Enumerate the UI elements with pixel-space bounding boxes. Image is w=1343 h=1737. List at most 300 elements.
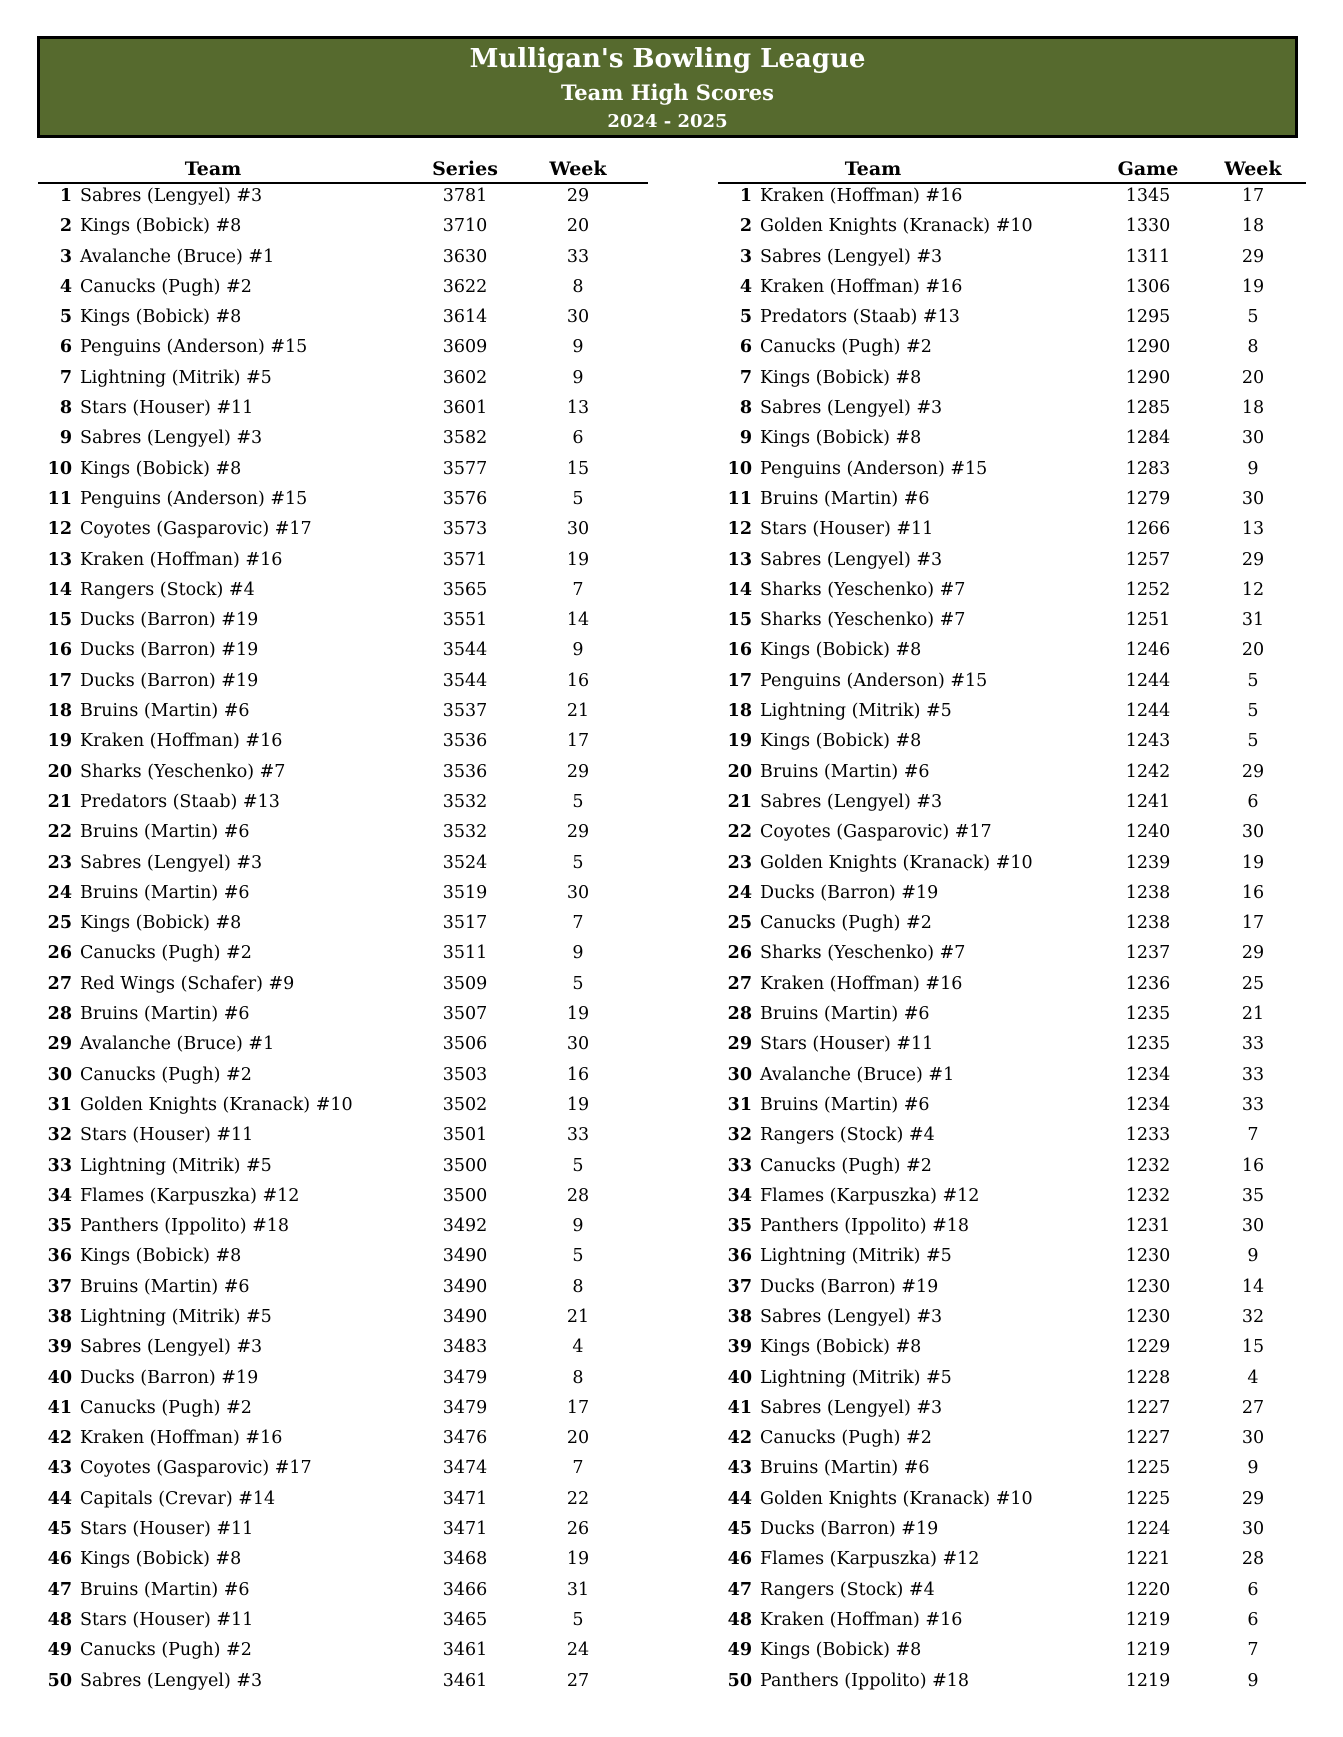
rank-cell: 47 [727, 1579, 752, 1600]
week-cell: 15 [1241, 1337, 1265, 1358]
score-cell: 3602 [442, 367, 488, 388]
team-cell: Avalanche (Bruce) #1 [80, 246, 275, 267]
week-cell: 29 [1241, 943, 1265, 964]
rank-cell: 38 [47, 1306, 72, 1327]
score-cell: 1230 [1125, 1276, 1171, 1297]
rank-cell: 14 [727, 579, 752, 600]
rank-cell: 22 [47, 822, 72, 843]
score-cell: 1345 [1125, 186, 1171, 206]
rank-cell: 37 [727, 1276, 752, 1297]
score-cell: 3532 [442, 791, 488, 812]
team-cell: Golden Knights (Kranack) #10 [760, 852, 1033, 873]
week-cell: 16 [566, 670, 590, 691]
team-cell: Sabres (Lengyel) #3 [760, 1397, 943, 1418]
score-cell: 3710 [442, 216, 488, 237]
team-cell: Canucks (Pugh) #2 [80, 276, 252, 297]
table-row [718, 1547, 1306, 1577]
score-cell: 3468 [442, 1549, 488, 1570]
week-cell: 9 [572, 367, 584, 388]
score-cell: 3506 [442, 1034, 488, 1055]
team-cell: Sharks (Yeschenko) #7 [760, 943, 966, 964]
table-row [38, 669, 648, 699]
week-cell: 17 [566, 1397, 590, 1418]
score-cell: 3571 [442, 549, 488, 570]
table-row [38, 729, 648, 759]
table-row [718, 578, 1306, 608]
table-row [718, 1396, 1306, 1426]
series-table [38, 156, 648, 1699]
table-row [718, 1366, 1306, 1396]
table-row [38, 1669, 648, 1699]
rank-cell: 16 [727, 640, 752, 661]
score-cell: 1227 [1125, 1397, 1171, 1418]
week-cell: 8 [572, 1276, 584, 1297]
score-cell: 3536 [442, 731, 488, 752]
rank-cell: 12 [47, 519, 72, 540]
table-row [38, 699, 648, 729]
team-cell: Kraken (Hoffman) #16 [760, 973, 963, 994]
team-cell: Penguins (Anderson) #15 [760, 670, 988, 691]
rank-cell: 45 [727, 1519, 752, 1540]
rank-cell: 4 [59, 276, 72, 297]
rank-cell: 45 [47, 1519, 72, 1540]
team-cell: Kings (Bobick) #8 [80, 216, 242, 237]
table-row [718, 1032, 1306, 1062]
week-cell: 5 [1247, 307, 1259, 328]
score-cell: 3479 [442, 1397, 488, 1418]
score-cell: 3551 [442, 610, 488, 631]
rank-cell: 2 [59, 216, 72, 237]
team-cell: Panthers (Ippolito) #18 [760, 1216, 970, 1237]
column-header-team: Team [844, 158, 902, 180]
team-cell: Bruins (Martin) #6 [80, 701, 250, 722]
table-row [718, 851, 1306, 881]
rank-cell: 40 [727, 1367, 752, 1388]
week-cell: 7 [572, 1458, 584, 1479]
score-cell: 3519 [442, 882, 488, 903]
week-cell: 20 [566, 1428, 590, 1449]
week-cell: 29 [566, 186, 590, 206]
table-row [718, 396, 1306, 426]
week-cell: 29 [1241, 549, 1265, 570]
score-cell: 3490 [442, 1246, 488, 1267]
team-cell: Bruins (Martin) #6 [760, 1458, 930, 1479]
rank-cell: 40 [47, 1367, 72, 1388]
table-row [718, 1123, 1306, 1153]
rank-cell: 24 [47, 882, 72, 903]
team-cell: Stars (Houser) #11 [80, 1609, 254, 1630]
week-cell: 19 [1241, 852, 1265, 873]
table-row [38, 1032, 648, 1062]
season-label: 2024 - 2025 [607, 111, 728, 132]
team-cell: Coyotes (Gasparovic) #17 [80, 1458, 312, 1479]
score-cell: 3577 [442, 458, 488, 479]
team-cell: Golden Knights (Kranack) #10 [760, 1488, 1033, 1509]
rank-cell: 3 [59, 246, 72, 267]
week-cell: 29 [1241, 246, 1265, 267]
rank-cell: 10 [47, 458, 72, 479]
team-cell: Ducks (Barron) #19 [80, 1367, 259, 1388]
table-row [38, 578, 648, 608]
rank-cell: 7 [59, 367, 72, 388]
score-cell: 3532 [442, 822, 488, 843]
column-header-game: Game [1117, 158, 1179, 180]
score-cell: 3471 [442, 1519, 488, 1540]
week-cell: 30 [566, 307, 590, 328]
table-row [718, 487, 1306, 517]
team-cell: Stars (Houser) #11 [80, 1519, 254, 1540]
week-cell: 5 [572, 1155, 584, 1176]
week-cell: 33 [1241, 1034, 1265, 1055]
week-cell: 29 [566, 761, 590, 782]
table-row [718, 638, 1306, 668]
rank-cell: 18 [47, 701, 72, 722]
rank-cell: 15 [727, 610, 752, 631]
table-row [718, 760, 1306, 790]
week-cell: 16 [566, 1064, 590, 1085]
rank-cell: 34 [47, 1185, 72, 1206]
team-cell: Sharks (Yeschenko) #7 [760, 579, 966, 600]
team-cell: Kings (Bobick) #8 [80, 458, 242, 479]
score-cell: 1257 [1125, 549, 1171, 570]
week-cell: 9 [1247, 1670, 1259, 1691]
score-cell: 1244 [1125, 701, 1171, 722]
week-cell: 20 [566, 216, 590, 237]
score-cell: 3630 [442, 246, 488, 267]
week-cell: 18 [1241, 216, 1265, 237]
rank-cell: 21 [727, 791, 752, 812]
table-row [718, 1305, 1306, 1335]
score-cell: 3500 [442, 1155, 488, 1176]
team-cell: Penguins (Anderson) #15 [80, 337, 308, 358]
week-cell: 24 [566, 1640, 590, 1661]
rank-cell: 41 [727, 1397, 752, 1418]
team-cell: Kings (Bobick) #8 [80, 1246, 242, 1267]
week-cell: 35 [1241, 1185, 1265, 1206]
table-row [718, 1063, 1306, 1093]
team-cell: Sabres (Lengyel) #3 [760, 549, 943, 570]
team-cell: Stars (Houser) #11 [80, 1125, 254, 1146]
table-row [718, 275, 1306, 305]
score-cell: 3474 [442, 1458, 488, 1479]
week-cell: 21 [566, 1306, 590, 1327]
table-row [38, 1214, 648, 1244]
week-cell: 9 [572, 1216, 584, 1237]
score-cell: 3461 [442, 1640, 488, 1661]
rank-cell: 2 [739, 216, 752, 237]
week-cell: 5 [572, 852, 584, 873]
rank-cell: 49 [47, 1640, 72, 1661]
table-row [718, 1456, 1306, 1486]
score-cell: 1246 [1125, 640, 1171, 661]
table-row [38, 1396, 648, 1426]
team-cell: Penguins (Anderson) #15 [80, 488, 308, 509]
team-cell: Sabres (Lengyel) #3 [760, 1306, 943, 1327]
team-cell: Predators (Staab) #13 [760, 307, 960, 328]
rank-cell: 48 [727, 1609, 752, 1630]
table-row [718, 548, 1306, 578]
score-cell: 1240 [1125, 822, 1171, 843]
team-cell: Panthers (Ippolito) #18 [80, 1216, 290, 1237]
table-row [718, 699, 1306, 729]
score-cell: 1225 [1125, 1488, 1171, 1509]
rank-cell: 13 [727, 549, 752, 570]
team-cell: Flames (Karpuszka) #12 [80, 1185, 300, 1206]
rank-cell: 19 [47, 731, 72, 752]
week-cell: 14 [1241, 1276, 1265, 1297]
rank-cell: 30 [47, 1064, 72, 1085]
rank-cell: 3 [739, 246, 752, 267]
team-cell: Red Wings (Schafer) #9 [80, 973, 295, 994]
table-row [718, 1487, 1306, 1517]
team-cell: Kings (Bobick) #8 [80, 307, 242, 328]
score-cell: 3524 [442, 852, 488, 873]
team-cell: Coyotes (Gasparovic) #17 [760, 822, 992, 843]
table-row [38, 335, 648, 365]
score-cell: 3461 [442, 1670, 488, 1691]
week-cell: 30 [1241, 428, 1265, 449]
column-header-week: Week [549, 158, 607, 180]
score-cell: 1235 [1125, 1004, 1171, 1025]
team-cell: Stars (Houser) #11 [80, 398, 254, 419]
rank-cell: 46 [47, 1549, 72, 1570]
table-row [38, 881, 648, 911]
team-cell: Penguins (Anderson) #15 [760, 458, 988, 479]
week-cell: 17 [566, 731, 590, 752]
table-row [38, 548, 648, 578]
game-table-body [718, 184, 1306, 1699]
rank-cell: 43 [47, 1458, 72, 1479]
week-cell: 30 [1241, 822, 1265, 843]
score-cell: 3537 [442, 701, 488, 722]
team-cell: Lightning (Mitrik) #5 [760, 1246, 952, 1267]
table-row [38, 1366, 648, 1396]
score-cell: 1311 [1125, 246, 1171, 267]
score-cell: 3517 [442, 913, 488, 934]
table-row [38, 851, 648, 881]
rank-cell: 44 [727, 1488, 752, 1509]
week-cell: 5 [1247, 701, 1259, 722]
rank-cell: 41 [47, 1397, 72, 1418]
week-cell: 7 [1247, 1125, 1259, 1146]
team-cell: Lightning (Mitrik) #5 [80, 367, 272, 388]
week-cell: 7 [572, 579, 584, 600]
score-cell: 3622 [442, 276, 488, 297]
rank-cell: 32 [727, 1125, 752, 1146]
score-cell: 1306 [1125, 276, 1171, 297]
team-cell: Kings (Bobick) #8 [760, 367, 922, 388]
rank-cell: 17 [727, 670, 752, 691]
league-title: Mulligan's Bowling League [469, 44, 866, 74]
score-cell: 3507 [442, 1004, 488, 1025]
score-cell: 1241 [1125, 791, 1171, 812]
rank-cell: 25 [47, 913, 72, 934]
team-cell: Stars (Houser) #11 [760, 1034, 934, 1055]
team-cell: Bruins (Martin) #6 [80, 1004, 250, 1025]
table-row [718, 1002, 1306, 1032]
table-row [38, 1487, 648, 1517]
score-cell: 3511 [442, 943, 488, 964]
week-cell: 5 [572, 488, 584, 509]
table-row [38, 911, 648, 941]
rank-cell: 28 [47, 1004, 72, 1025]
team-cell: Bruins (Martin) #6 [760, 761, 930, 782]
team-cell: Kraken (Hoffman) #16 [760, 186, 963, 206]
table-row [38, 790, 648, 820]
team-cell: Bruins (Martin) #6 [80, 822, 250, 843]
game-table [718, 156, 1306, 1699]
rank-cell: 23 [47, 852, 72, 873]
week-cell: 33 [566, 1125, 590, 1146]
team-cell: Avalanche (Bruce) #1 [80, 1034, 275, 1055]
table-row [718, 972, 1306, 1002]
table-row [718, 1608, 1306, 1638]
table-row [718, 1275, 1306, 1305]
week-cell: 27 [566, 1670, 590, 1691]
team-cell: Canucks (Pugh) #2 [760, 913, 932, 934]
rank-cell: 37 [47, 1276, 72, 1297]
score-cell: 1252 [1125, 579, 1171, 600]
table-row [38, 1578, 648, 1608]
rank-cell: 26 [727, 943, 752, 964]
rank-cell: 46 [727, 1549, 752, 1570]
rank-cell: 15 [47, 610, 72, 631]
score-cell: 3781 [442, 186, 488, 206]
table-row [38, 972, 648, 1002]
rank-cell: 11 [47, 488, 72, 509]
rank-cell: 33 [727, 1155, 752, 1176]
week-cell: 6 [1247, 1609, 1259, 1630]
score-cell: 1231 [1125, 1216, 1171, 1237]
week-cell: 21 [1241, 1004, 1265, 1025]
score-cell: 1243 [1125, 731, 1171, 752]
team-cell: Lightning (Mitrik) #5 [760, 701, 952, 722]
rank-cell: 5 [59, 307, 72, 328]
team-cell: Coyotes (Gasparovic) #17 [80, 519, 312, 540]
team-cell: Canucks (Pugh) #2 [80, 1640, 252, 1661]
table-row [718, 457, 1306, 487]
rank-cell: 34 [727, 1185, 752, 1206]
team-cell: Kings (Bobick) #8 [760, 640, 922, 661]
week-cell: 5 [572, 1246, 584, 1267]
rank-cell: 8 [59, 398, 72, 419]
score-cell: 1234 [1125, 1064, 1171, 1085]
rank-cell: 22 [727, 822, 752, 843]
score-cell: 1283 [1125, 458, 1171, 479]
score-cell: 3565 [442, 579, 488, 600]
rank-cell: 17 [47, 670, 72, 691]
score-cell: 1230 [1125, 1246, 1171, 1267]
team-cell: Kings (Bobick) #8 [760, 428, 922, 449]
week-cell: 5 [572, 1609, 584, 1630]
score-cell: 1233 [1125, 1125, 1171, 1146]
score-cell: 1230 [1125, 1306, 1171, 1327]
week-cell: 19 [566, 549, 590, 570]
week-cell: 19 [1241, 276, 1265, 297]
rank-cell: 42 [47, 1428, 72, 1449]
score-cell: 1219 [1125, 1609, 1171, 1630]
rank-cell: 39 [727, 1337, 752, 1358]
table-row [38, 1063, 648, 1093]
score-cell: 1227 [1125, 1428, 1171, 1449]
rank-cell: 14 [47, 579, 72, 600]
week-cell: 19 [566, 1094, 590, 1115]
score-cell: 3490 [442, 1306, 488, 1327]
week-cell: 30 [566, 519, 590, 540]
team-cell: Rangers (Stock) #4 [760, 1579, 935, 1600]
week-cell: 7 [572, 913, 584, 934]
score-cell: 3490 [442, 1276, 488, 1297]
team-cell: Rangers (Stock) #4 [80, 579, 255, 600]
team-cell: Bruins (Martin) #6 [760, 1004, 930, 1025]
score-cell: 1251 [1125, 610, 1171, 631]
table-row [718, 1093, 1306, 1123]
rank-cell: 35 [727, 1216, 752, 1237]
week-cell: 18 [1241, 398, 1265, 419]
rank-cell: 29 [727, 1034, 752, 1055]
score-cell: 3466 [442, 1579, 488, 1600]
week-cell: 6 [1247, 791, 1259, 812]
rank-cell: 6 [739, 337, 752, 358]
score-cell: 1290 [1125, 337, 1171, 358]
score-cell: 3601 [442, 398, 488, 419]
rank-cell: 23 [727, 852, 752, 873]
table-row [38, 275, 648, 305]
week-cell: 8 [572, 1367, 584, 1388]
team-cell: Ducks (Barron) #19 [80, 640, 259, 661]
team-cell: Sabres (Lengyel) #3 [80, 1670, 263, 1691]
team-cell: Kings (Bobick) #8 [760, 1640, 922, 1661]
rank-cell: 1 [59, 186, 72, 206]
rank-cell: 44 [47, 1488, 72, 1509]
team-cell: Canucks (Pugh) #2 [760, 1155, 932, 1176]
score-cell: 1237 [1125, 943, 1171, 964]
team-cell: Kings (Bobick) #8 [80, 913, 242, 934]
score-cell: 1239 [1125, 852, 1171, 873]
table-row [38, 1608, 648, 1638]
score-cell: 1238 [1125, 882, 1171, 903]
score-cell: 1219 [1125, 1670, 1171, 1691]
column-header-week: Week [1224, 158, 1282, 180]
team-cell: Sabres (Lengyel) #3 [80, 428, 263, 449]
score-cell: 3544 [442, 670, 488, 691]
score-cell: 3479 [442, 1367, 488, 1388]
week-cell: 28 [566, 1185, 590, 1206]
rank-cell: 27 [727, 973, 752, 994]
table-row [38, 426, 648, 456]
team-cell: Capitals (Crevar) #14 [80, 1488, 276, 1509]
table-row [38, 457, 648, 487]
week-cell: 20 [1241, 640, 1265, 661]
table-row [38, 1244, 648, 1274]
table-row [38, 184, 648, 214]
team-cell: Kings (Bobick) #8 [80, 1549, 242, 1570]
table-row [718, 941, 1306, 971]
table-row [38, 1547, 648, 1577]
week-cell: 30 [1241, 1216, 1265, 1237]
table-row [38, 517, 648, 547]
score-cell: 1236 [1125, 973, 1171, 994]
table-row [718, 245, 1306, 275]
week-cell: 13 [566, 398, 590, 419]
week-cell: 33 [1241, 1094, 1265, 1115]
team-cell: Canucks (Pugh) #2 [80, 1064, 252, 1085]
table-row [38, 487, 648, 517]
week-cell: 9 [572, 337, 584, 358]
score-cell: 1330 [1125, 216, 1171, 237]
rank-cell: 8 [739, 398, 752, 419]
week-cell: 17 [1241, 186, 1265, 206]
